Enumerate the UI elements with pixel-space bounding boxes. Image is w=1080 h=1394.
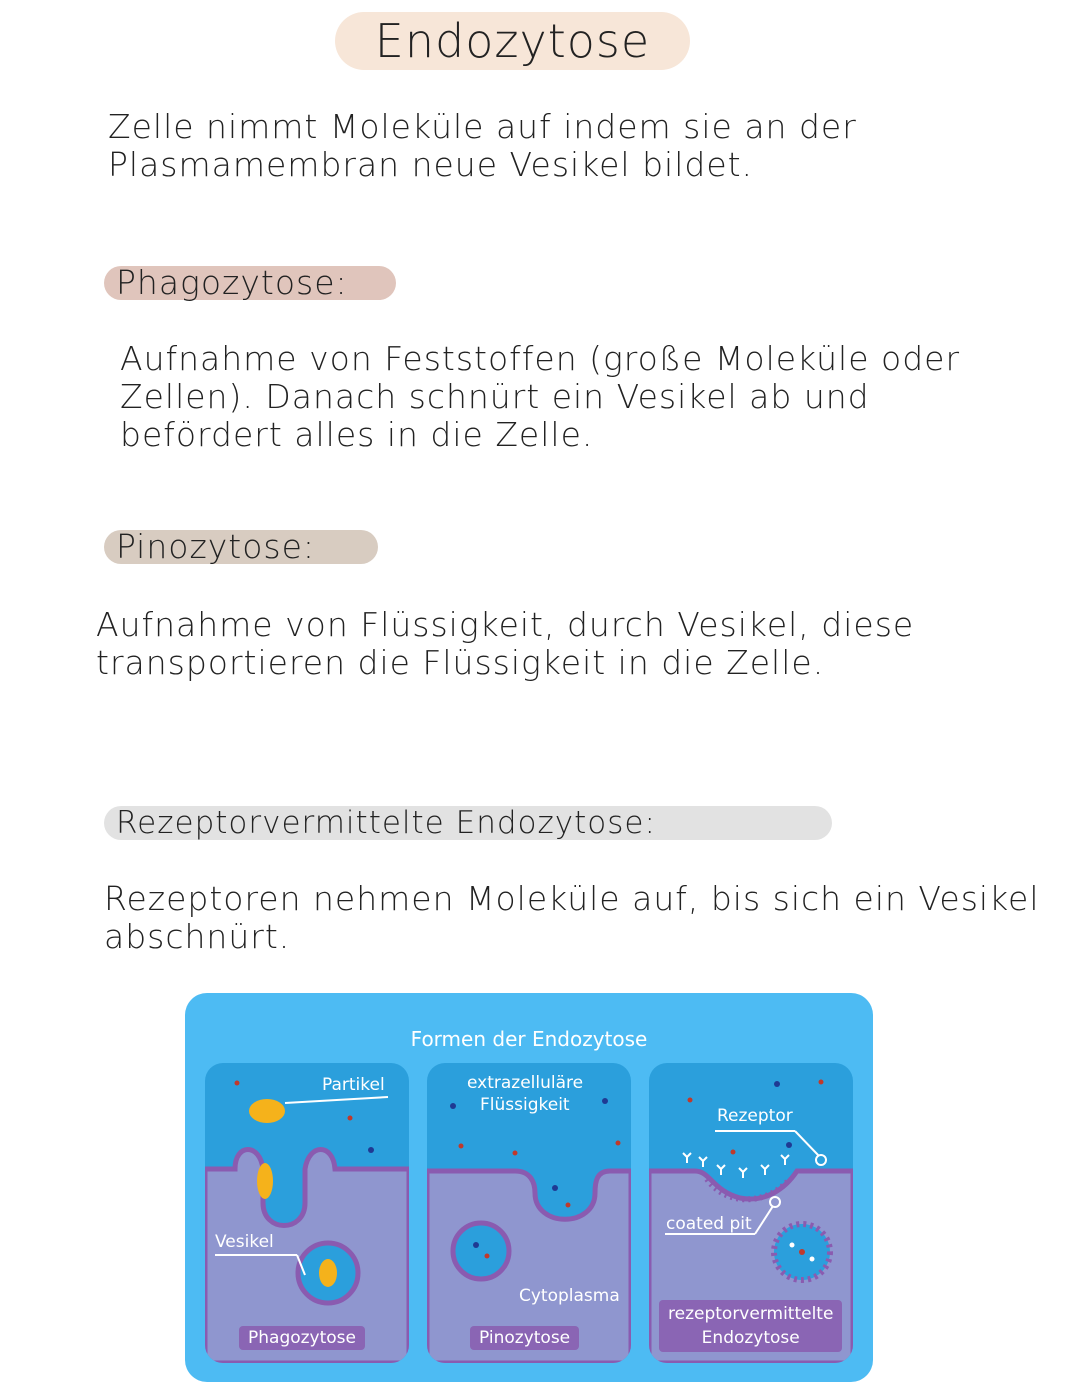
intro-text: Zelle nimmt Moleküle auf indem sie an der Plasmamembran neue Vesikel bildet.: [108, 107, 857, 184]
label-partikel: Partikel: [322, 1075, 385, 1095]
label-rezeptor: Rezeptor: [717, 1106, 793, 1126]
label-coated-pit: coated pit: [666, 1214, 752, 1234]
text-phagozytose: Aufnahme von Feststoffen (große Moleküle oder Zellen). Danach schnürt ein Vesikel ab und befördert alles in die Zelle.: [120, 339, 961, 454]
tag-phagozytose: Phagozytose: [239, 1326, 365, 1350]
diagram-title: Formen der Endozytose: [410, 1027, 648, 1051]
text-rezeptorvermittelte-endozytose: Rezeptoren nehmen Moleküle auf, bis sich ein Vesikel abschnürt.: [104, 879, 1040, 956]
heading-pinozytose: Pinozytose:: [104, 530, 378, 564]
label-fluid-line2: Flüssigkeit: [480, 1095, 570, 1115]
tag-rez-line1: rezeptorvermittelte: [668, 1304, 834, 1324]
heading-rezeptorvermittelte-endozytose: Rezeptorvermittelte Endozytose:: [104, 806, 832, 840]
text-pinozytose: Aufnahme von Flüssigkeit, durch Vesikel, diese transportieren die Flüssigkeit in die Zelle.: [96, 605, 915, 682]
label-fluid-line1: extrazelluläre: [467, 1073, 584, 1093]
tag-rez-line2: Endozytose: [701, 1328, 800, 1348]
particle-icon: [249, 1099, 285, 1123]
tag-pinozytose: Pinozytose: [470, 1326, 579, 1350]
label-vesikel: Vesikel: [215, 1232, 274, 1252]
panel-phagozytose: [205, 1063, 409, 1363]
label-cytoplasma: Cytoplasma: [519, 1286, 620, 1306]
endocytosis-diagram: [185, 993, 873, 1382]
heading-phagozytose: Phagozytose:: [104, 266, 396, 300]
page-title: Endozytose: [335, 12, 690, 70]
tag-rezeptorvermittelte-endozytose: [659, 1300, 842, 1352]
